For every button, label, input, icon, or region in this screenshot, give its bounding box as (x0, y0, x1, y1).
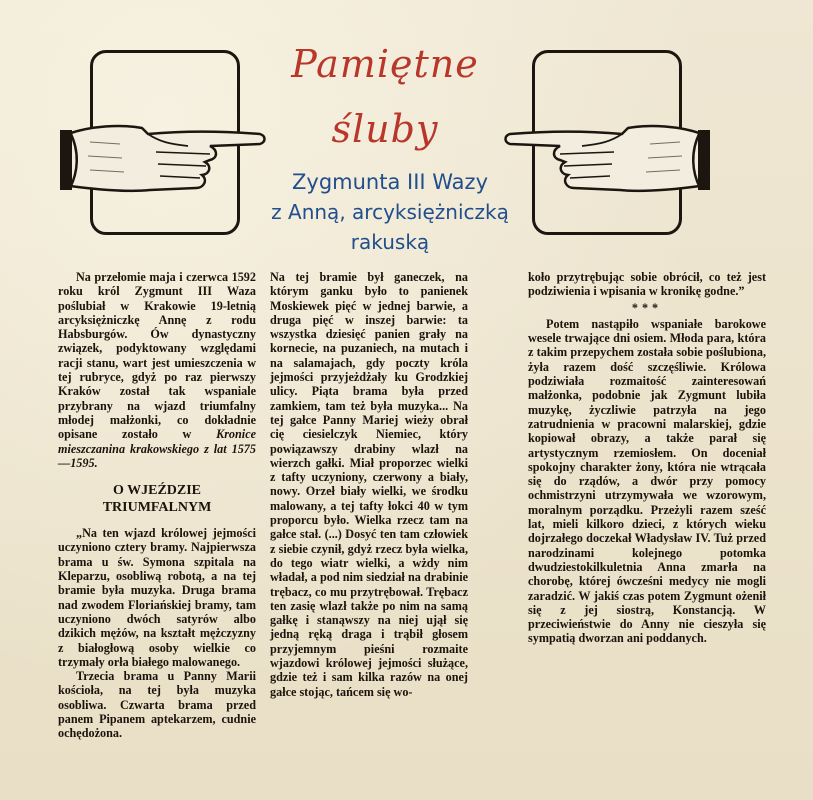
subtitle-line-1: Zygmunta III Wazy (292, 170, 488, 194)
section-separator: *** (631, 300, 663, 315)
pointing-hand-left-icon (500, 112, 710, 202)
subtitle-line-3: rakuską (350, 230, 430, 254)
title-line-1: Pamiętne (291, 42, 479, 86)
paragraph: Na tej bramie był ganeczek, na którym ganku było to panienek Moskiewek pięć w jednej barwie, a druga pięć w inszej barwie: ta wszystka dziesięć panien grały na kornecie, na puzaniech, na mutach i na salamajach, gdy poczty króla jejmości przyjeżdżały ku Grodzkiej ulicy. Piąta brama była przed zamkiem, tam też była muzyka... Na tej gałce Panny Mariej wieży obrał cię ciesielczyk Niemiec, który powiązawszy drabiny wlazł na wierzch gałki. Miał proporzec wielki z tafty uczyniony, czerwony a biały, nowy. Orzeł biały wielki, we środku malowany, a tej tafty łokci 40 w tym proporcu było. Wielka rzecz tam na gałce stał. (...) Dosyć ten tam człowiek z siebie czynił, gdyż rzecz była wielka, do tego wiatr wielki, a wżdy nim władał, a pod nim siedział na drabinie trębacz, co mu przytrębował. Trębacz ten zasię wlazł także po nim na samą gałkę i stanąwszy na niej ujął się jedną ręką draga i trąbił głosem przyjemnym pieśni rozmaite wjazdowi królowej jejmości służące, gdzie też i sam kilka razów na onej gałce stojąc, tańcem się wo- (270, 270, 468, 699)
paragraph: „Na ten wjazd królowej jejmości uczyniono cztery bramy. Najpierwsza brama u św. Symona szpitala na Kleparzu, osobliwą robotą, a na tej bramie była muzyka. Druga brama nad zwodem Floriańskiej bramy, tam uczyniono dwóch satyrów albo dzikich mężów, na kształt mężczyzny z białogłową osoby wielkie co trzymały orła białego malowanego. (58, 526, 256, 669)
pointing-hand-right-icon (60, 112, 270, 202)
article-column-1 (58, 270, 256, 741)
paragraph-text: Na przełomie maja i czerwca 1592 roku król Zygmunt III Waza poślubiał w Krakowie 19-letnią arcyksiężniczkę Annę z rodu Habsburgów. Ów dynastyczny związek, podyktowany względami racji stanu, wart jest umieszczenia w tej rubryce, gdyż po raz pierwszy Kraków został tak wspaniale przybrany na wjazd triumfalny młodej małżonki, co dokładnie opisane zostało w (58, 270, 256, 442)
section-heading: O WJEŹDZIE TRIUMFALNYM (102, 483, 212, 516)
paragraph: Trzecia brama u Panny Marii kościoła, na tej była muzyka osobliwa. Czwarta brama przed panem Pipanem aptekarzem, cudnie ochędożona. (58, 669, 256, 741)
paragraph: Potem nastąpiło wspaniałe barokowe wesele trwające dni osiem. Młoda para, która z takim przepychem została sobie poślubiona, żyła razem dość szczęśliwie. Królowa podziwiała rozmaitość zainteresowań małżonka, podobnie jak Zygmunt lubiła muzykę, życzliwie patrzyła na jego zatrudnienia w pracowni malarskiej, gdzie kopiował obrazy, a także parał się artystycznym rzemiosłem. On doceniał spokojny charakter żony, która nie wtrącała się do rządów, a dwór przy pomocy ochmistrzyni utrzymywała we wzorowym, moralnym porządku. Przeżyli razem sześć lat, mieli kilkoro dzieci, z których wieku dojrzałego doczekał Władysław IV. Tuż przed narodzinami kolejnego potomka dwudziestokilkuletnia Anna zmarła na chorobę, której ówcześni medycy nie mogli zaradzić. W jakiś czas potem Zygmunt ożenił się z jej siostrą, Konstancją. W przeciwieństwie do Anny nie cieszyła się sympatią dworzan ani poddanych. (528, 316, 766, 646)
article-column-2 (270, 270, 468, 699)
paragraph (58, 270, 256, 470)
subtitle-line-2: z Anną, arcyksiężniczką (271, 200, 509, 224)
chronicle-title: Kronice mieszczanina krakowskiego z lat 1575—1595. (58, 427, 257, 470)
title-line-2: śluby (331, 107, 439, 151)
article-column-3 (528, 270, 766, 646)
paragraph: koło przytrębując sobie obrócił, co też jest podziwienia i wpisania w kronikę godne.” (528, 270, 766, 299)
